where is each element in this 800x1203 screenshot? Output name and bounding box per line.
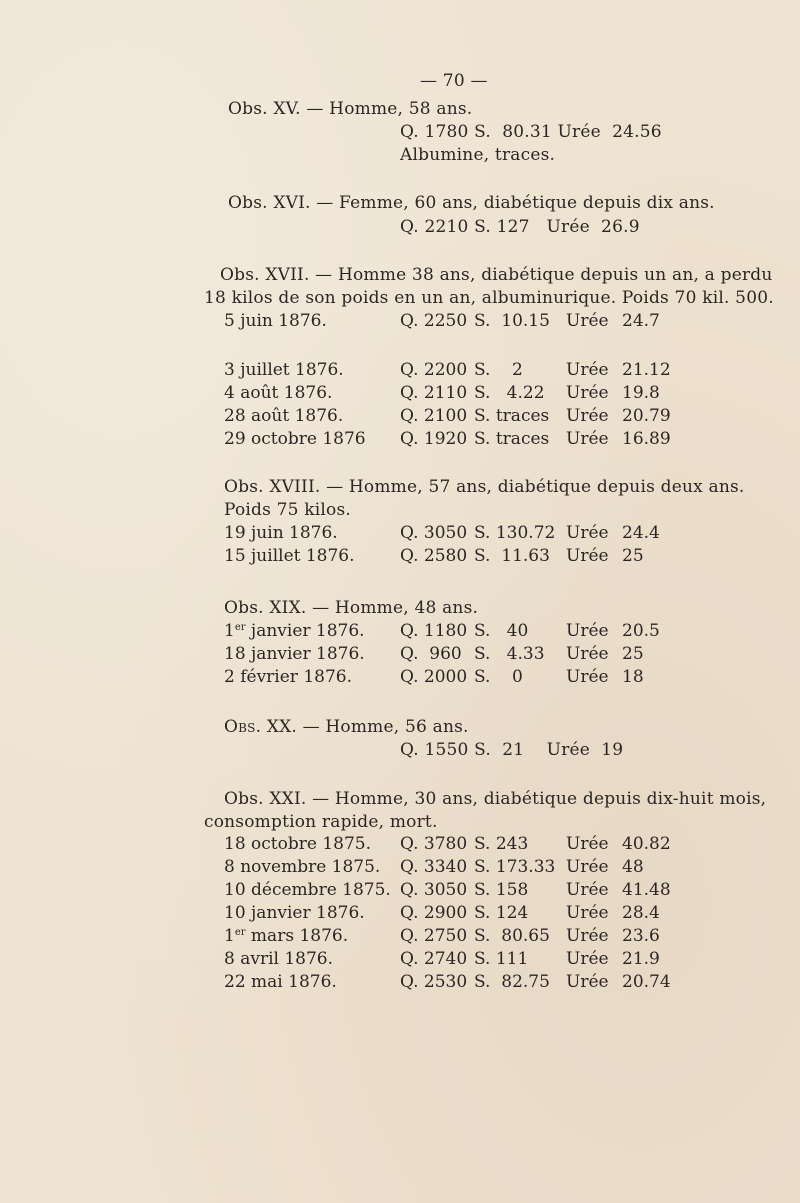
row-date: 10 janvier 1876.: [224, 903, 365, 923]
row-s: S. 111: [474, 949, 529, 969]
table-row: [0, 833, 800, 855]
row-u: Urée: [566, 667, 609, 687]
row-q: Q. 2900: [400, 903, 468, 923]
row-s: S. 80.65: [474, 926, 550, 946]
row-q: Q. 2530: [400, 972, 468, 992]
row-u: Urée: [566, 834, 609, 854]
row-uv: 21.9: [622, 949, 660, 969]
row-uv: 20.5: [622, 621, 660, 641]
row-s: S. traces: [474, 406, 550, 426]
row-s: S. traces: [474, 429, 550, 449]
obs-18-title-cont: Poids 75 kilos.: [224, 500, 352, 520]
row-date: 10 décembre 1875.: [224, 880, 391, 900]
row-uv: 20.79: [622, 406, 671, 426]
row-date: 8 avril 1876.: [224, 949, 334, 969]
row-date: 15 juillet 1876.: [224, 546, 355, 566]
obs-19-title: Obs. XIX. — Homme, 48 ans.: [224, 598, 479, 618]
row-q: Q. 960: [400, 644, 462, 664]
row-date: 22 mai 1876.: [224, 972, 337, 992]
row-u: Urée: [566, 523, 609, 543]
obs-16-values: Q. 2210 S. 127 Urée 26.9: [400, 217, 640, 237]
row-u: Urée: [566, 857, 609, 877]
row-q: Q. 3780: [400, 834, 468, 854]
row-date: 18 octobre 1875.: [224, 834, 371, 854]
row-s: S. 158: [474, 880, 529, 900]
row-u: Urée: [566, 903, 609, 923]
row-uv: 48: [622, 857, 644, 877]
row-q: Q. 3340: [400, 857, 468, 877]
row-u: Urée: [566, 546, 609, 566]
table-row: [0, 971, 800, 993]
row-u: Urée: [566, 949, 609, 969]
row-uv: 16.89: [622, 429, 671, 449]
row-s: S. 130.72: [474, 523, 556, 543]
row-u: Urée: [566, 429, 609, 449]
row-s: S. 243: [474, 834, 529, 854]
row-date: 28 août 1876.: [224, 406, 344, 426]
table-row: [0, 879, 800, 901]
obs-15-values: Q. 1780 S. 80.31 Urée 24.56: [400, 122, 662, 142]
table-row: [0, 310, 800, 332]
row-s: S. 82.75: [474, 972, 550, 992]
row-uv: 25: [622, 546, 644, 566]
row-q: Q. 2100: [400, 406, 468, 426]
row-s: S. 0: [474, 667, 523, 687]
row-uv: 21.12: [622, 360, 671, 380]
row-date: 19 juin 1876.: [224, 523, 338, 543]
row-uv: 19.8: [622, 383, 660, 403]
obs-20-values: Q. 1550 S. 21 Urée 19: [400, 740, 624, 760]
row-date: 4 août 1876.: [224, 383, 333, 403]
row-date: 8 novembre 1875.: [224, 857, 381, 877]
table-row: [0, 948, 800, 970]
row-u: Urée: [566, 621, 609, 641]
row-q: Q. 2740: [400, 949, 468, 969]
row-q: Q. 2750: [400, 926, 468, 946]
row-s: S. 124: [474, 903, 529, 923]
row-u: Urée: [566, 383, 609, 403]
obs-20-title: Obs. XX. — Homme, 56 ans.: [224, 717, 469, 737]
row-q: Q. 2250: [400, 311, 468, 331]
row-uv: 18: [622, 667, 644, 687]
row-uv: 24.7: [622, 311, 660, 331]
obs-16-title: Obs. XVI. — Femme, 60 ans, diabétique depuis dix ans.: [228, 193, 715, 213]
table-row: [0, 382, 800, 404]
row-s: S. 10.15: [474, 311, 550, 331]
row-date: 29 octobre 1876: [224, 429, 366, 449]
row-date: 18 janvier 1876.: [224, 644, 365, 664]
table-row: [0, 902, 800, 924]
obs-17-title: Obs. XVII. — Homme 38 ans, diabétique depuis un an, a perdu: [220, 265, 773, 285]
row-u: Urée: [566, 972, 609, 992]
table-row: [0, 856, 800, 878]
row-s: S. 40: [474, 621, 529, 641]
obs-15-note: Albumine, traces.: [400, 145, 556, 165]
row-u: Urée: [566, 311, 609, 331]
table-row: [0, 359, 800, 381]
row-uv: 25: [622, 644, 644, 664]
row-u: Urée: [566, 880, 609, 900]
row-uv: 23.6: [622, 926, 660, 946]
row-s: S. 173.33: [474, 857, 556, 877]
table-row: [0, 428, 800, 450]
table-row: [0, 925, 800, 947]
row-date: 3 juillet 1876.: [224, 360, 344, 380]
row-q: Q. 1180: [400, 621, 468, 641]
table-row: [0, 620, 800, 642]
row-q: Q. 2580: [400, 546, 468, 566]
row-uv: 41.48: [622, 880, 671, 900]
row-q: Q. 2000: [400, 667, 468, 687]
row-date: 1er janvier 1876.: [224, 621, 365, 641]
table-row: [0, 405, 800, 427]
row-uv: 20.74: [622, 972, 671, 992]
row-u: Urée: [566, 644, 609, 664]
row-q: Q. 1920: [400, 429, 468, 449]
row-u: Urée: [566, 360, 609, 380]
row-uv: 24.4: [622, 523, 660, 543]
table-row: [0, 666, 800, 688]
row-s: S. 2: [474, 360, 523, 380]
obs-18-title: Obs. XVIII. — Homme, 57 ans, diabétique depuis deux ans.: [224, 477, 745, 497]
row-s: S. 11.63: [474, 546, 550, 566]
obs-15-title: Obs. XV. — Homme, 58 ans.: [228, 99, 473, 119]
row-s: S. 4.33: [474, 644, 545, 664]
row-q: Q. 3050: [400, 523, 468, 543]
row-date: 1er mars 1876.: [224, 926, 349, 946]
row-q: Q. 2110: [400, 383, 468, 403]
page-number: — 70 —: [420, 71, 488, 91]
obs-21-title: Obs. XXI. — Homme, 30 ans, diabétique depuis dix-huit mois,: [224, 789, 767, 809]
row-q: Q. 3050: [400, 880, 468, 900]
obs-21-title-cont: consomption rapide, mort.: [204, 812, 438, 832]
row-u: Urée: [566, 406, 609, 426]
row-date: 2 février 1876.: [224, 667, 352, 687]
row-q: Q. 2200: [400, 360, 468, 380]
row-date: 5 juin 1876.: [224, 311, 327, 331]
table-row: [0, 643, 800, 665]
row-uv: 28.4: [622, 903, 660, 923]
table-row: [0, 545, 800, 567]
row-s: S. 4.22: [474, 383, 545, 403]
row-uv: 40.82: [622, 834, 671, 854]
obs-17-title-cont: 18 kilos de son poids en un an, albuminurique. Poids 70 kil. 500.: [204, 288, 774, 308]
row-u: Urée: [566, 926, 609, 946]
table-row: [0, 522, 800, 544]
